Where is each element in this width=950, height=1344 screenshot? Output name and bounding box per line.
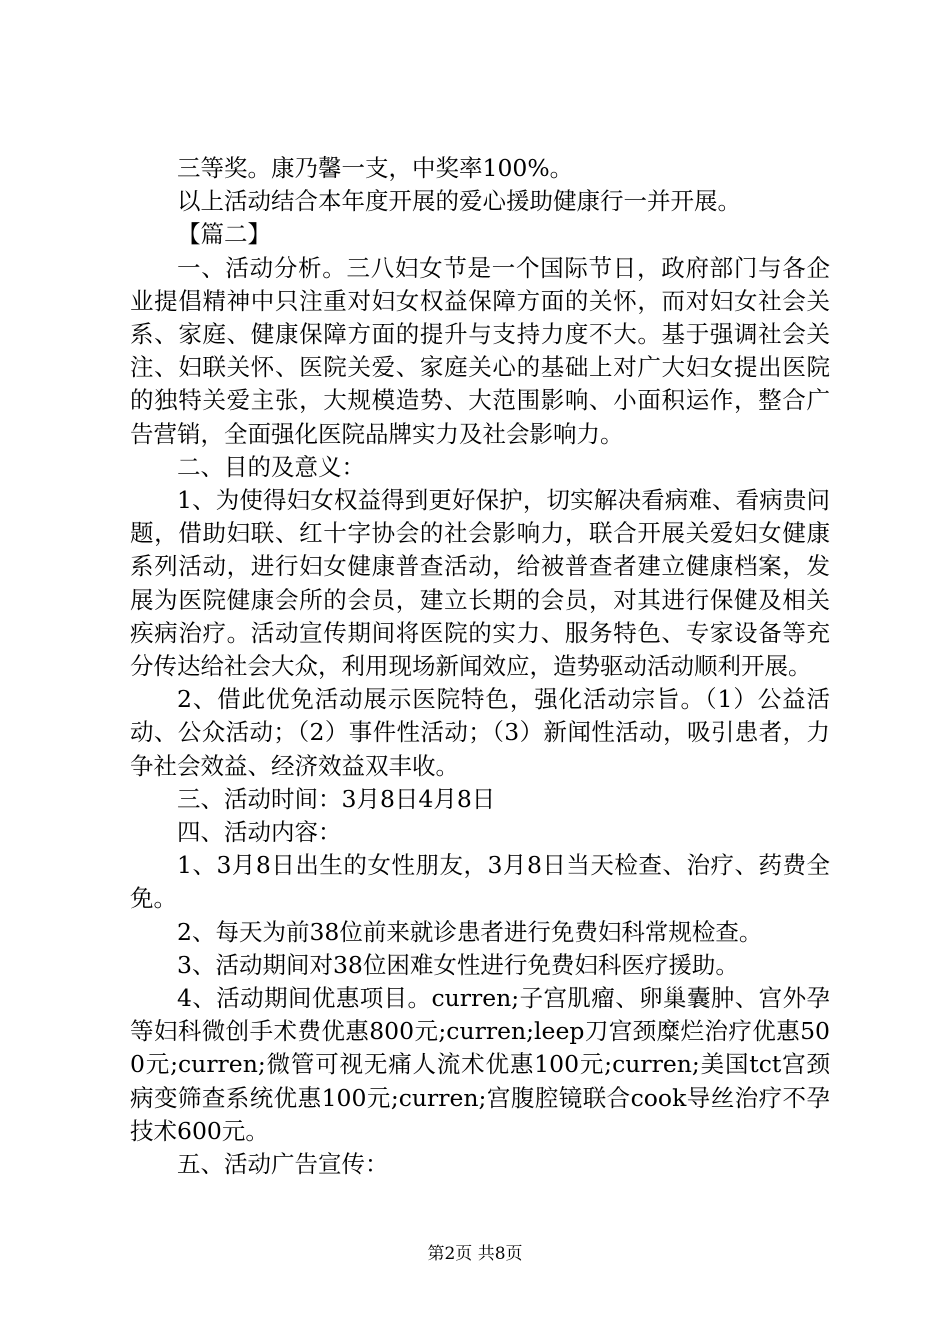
- paragraph-content-1: 1、3月8日出生的女性朋友，3月8日当天检查、治疗、药费全免。: [130, 851, 830, 913]
- paragraph-activity-analysis: 一、活动分析。三八妇女节是一个国际节日，政府部门与各企业提倡精神中只注重对妇女权益保障方面的关怀，而对妇女社会关系、家庭、健康保障方面的提升与支持力度不大。基于强调社会关注、妇联关怀、医院关爱、家庭关心的基础上对广大妇女提出医院的独特关爱主张，大规模造势、大范围影响、小面积运作，整合广告营销，全面强化医院品牌实力及社会影响力。: [130, 253, 830, 448]
- section-heading-part-two: 【篇二】: [177, 220, 271, 249]
- heading-purpose: 二、目的及意义：: [177, 452, 365, 481]
- paragraph-purpose-2: 2、借此优免活动展示医院特色，强化活动宗旨。（1）公益活动、公众活动；（2）事件性活动；（3）新闻性活动，吸引患者，力争社会效益、经济效益双丰收。: [130, 685, 830, 780]
- heading-advertising: 五、活动广告宣传：: [177, 1150, 389, 1179]
- paragraph-content-3: 3、活动期间对38位困难女性进行免费妇科医疗援助。: [177, 950, 739, 979]
- paragraph-combined-activity: 以上活动结合本年度开展的爱心援助健康行一并开展。: [177, 187, 741, 216]
- paragraph-content-4: 4、活动期间优惠项目。curren;子宫肌瘤、卵巢囊肿、宫外孕等妇科微创手术费优惠800元;curren;leep刀宫颈糜烂治疗优惠500元;curren;微管可视无痛人流术优惠100元;curren;美国tct宫颈病变筛查系统优惠100元;curren;宫腹腔镜联合cook导丝治疗不孕技术600元。: [130, 984, 830, 1145]
- heading-activity-content: 四、活动内容：: [177, 818, 342, 847]
- paragraph-content-2: 2、每天为前38位前来就诊患者进行免费妇科常规检查。: [177, 917, 763, 946]
- paragraph-purpose-1: 1、为使得妇女权益得到更好保护，切实解决看病难、看病贵问题，借助妇联、红十字协会的社会影响力，联合开展关爱妇女健康系列活动，进行妇女健康普查活动，给被普查者建立健康档案，发展为医院健康会所的会员，建立长期的会员，对其进行保健及相关疾病治疗。活动宣传期间将医院的实力、服务特色、专家设备等充分传达给社会大众，利用现场新闻效应，造势驱动活动顺利开展。: [130, 486, 830, 681]
- heading-activity-time: 三、活动时间：3月8日4月8日: [177, 784, 496, 813]
- page-number-footer: 第2页 共8页: [427, 1244, 523, 1264]
- paragraph-prize-third: 三等奖。康乃馨一支，中奖率100%。: [177, 154, 574, 182]
- document-body: [130, 152, 830, 1181]
